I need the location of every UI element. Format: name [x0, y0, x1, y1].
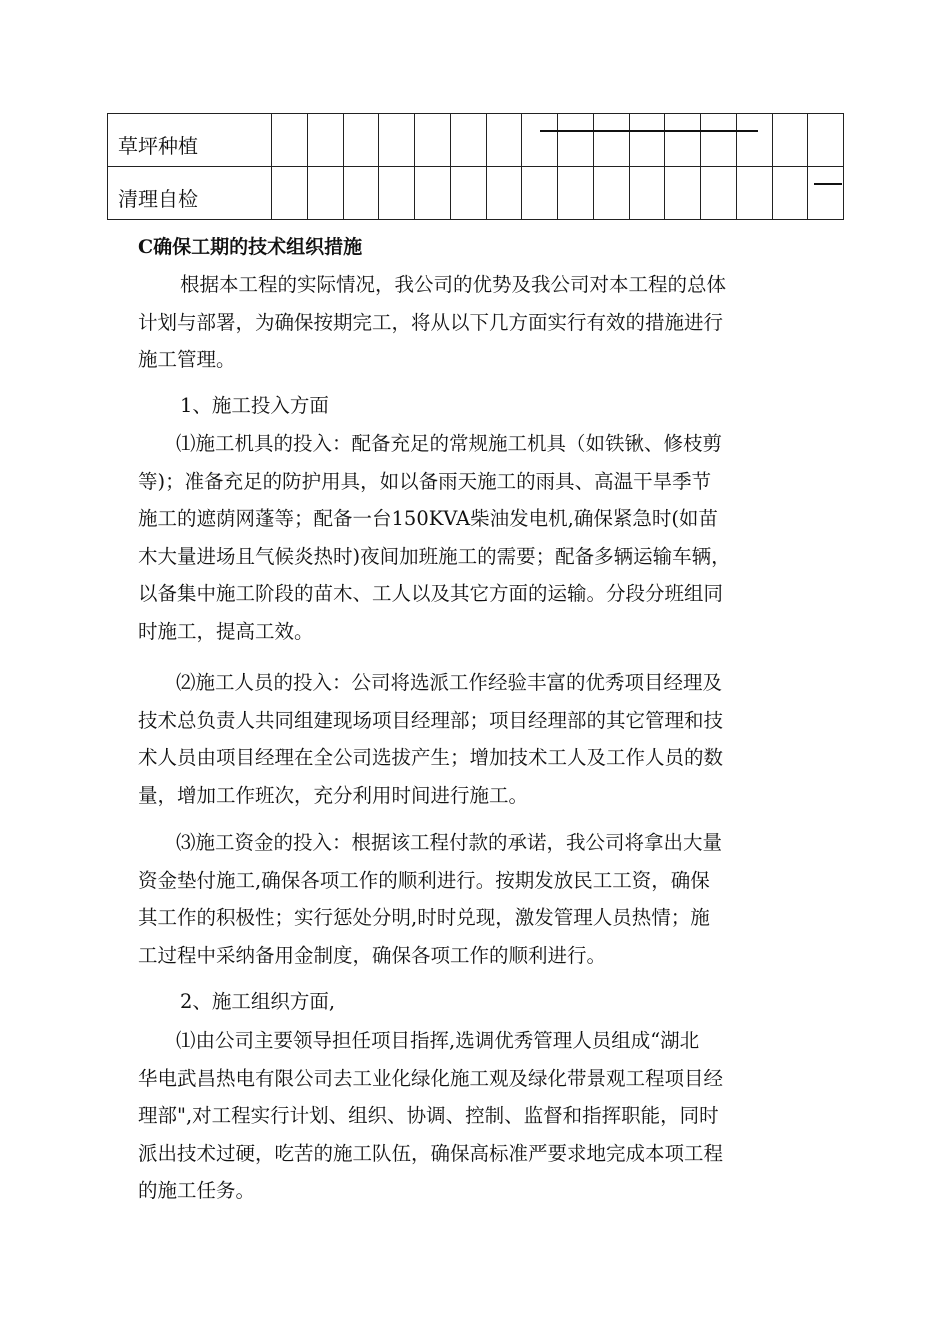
- paragraph-equipment: ⑴施工机具的投入：配备充足的常规施工机具（如铁锹、修枝剪 等)；准备充足的防护用具，如以备雨天施工的雨具、高温干旱季节 施工的遮荫网蓬等；配备一台150KVA柴油发电机,确保紧急时(如苗 木大量进场且气候炎热时)夜间加班施工的需要；配备多辆运输车辆， 以备集中施工阶段的苗木、工人以及其它方面的运输。分段分班组同 时施工，提高工效。: [138, 432, 731, 643]
- intro-paragraph: 根据本工程的实际情况，我公司的优势及我公司对本工程的总体 计划与部署，为确保按期完工，将从以下几方面实行有效的措施进行 施工管理。: [138, 273, 727, 371]
- subheading-1: 1、施工投入方面: [180, 394, 329, 417]
- section-heading: C确保工期的技术组织措施: [138, 236, 363, 258]
- paragraph-personnel: ⑵施工人员的投入：公司将选派工作经验丰富的优秀项目经理及 技术总负责人共同组建现场项目经理部；项目经理部的其它管理和技 术人员由项目经理在全公司选拔产生；增加技术工人及工作人员的数 量，增加工作班次，充分利用时间进行施工。: [138, 671, 724, 807]
- paragraph-funds: ⑶施工资金的投入：根据该工程付款的承诺，我公司将拿出大量 资金垫付施工,确保各项工作的顺利进行。按期发放民工工资，确保 其工作的积极性；实行惩处分明,时时兑现，激发管理人员热情；施 工过程中采纳备用金制度，确保各项工作的顺利进行。: [138, 831, 723, 967]
- task-cell: 清理自检: [108, 167, 272, 220]
- gantt-bar-lawn: [540, 130, 758, 132]
- task-cell: 草坪种植: [108, 114, 272, 167]
- paragraph-organization: ⑴由公司主要领导担任项目指挥,选调优秀管理人员组成“湖北 华电武昌热电有限公司去工业化绿化施工观及绿化带景观工程项目经 理部",对工程实行计划、组织、协调、控制、监督和指挥职能，同时 派出技术过硬，吃苦的施工队伍，确保高标准严要求地完成本项工程 的施工任务。: [138, 1029, 724, 1202]
- table-row: [108, 114, 844, 167]
- table-row: [108, 167, 844, 220]
- subheading-2: 2、施工组织方面,: [180, 990, 336, 1013]
- gantt-bar-cleanup: [814, 183, 842, 185]
